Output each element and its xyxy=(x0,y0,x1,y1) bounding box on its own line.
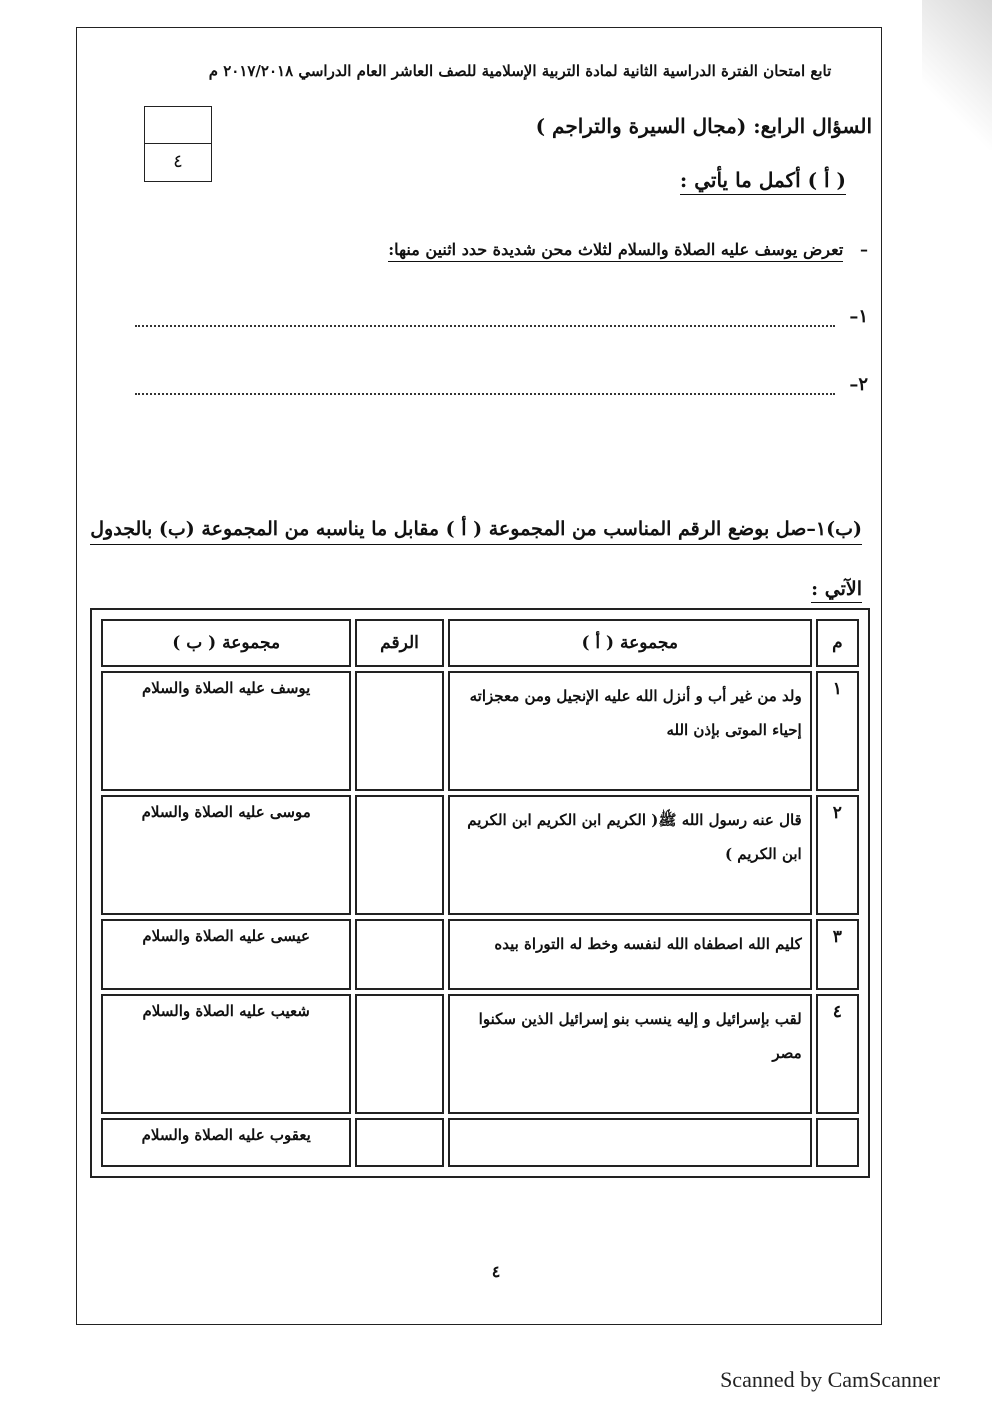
score-box-empty-cell xyxy=(145,107,211,144)
table-row xyxy=(101,671,859,791)
part-a-title: ( أ ) أكمل ما يأتي : xyxy=(680,168,846,195)
group-a-item: لقب بإسرائيل و إليه ينسب بنو إسرائيل الذين سكنوا مصر xyxy=(448,994,812,1114)
exam-header: تابع امتحان الفترة الدراسية الثانية لمادة التربية الإسلامية للصف العاشر العام الدراسي ٢٠١٧/٢٠١٨ م xyxy=(208,62,832,80)
row-number xyxy=(816,1118,859,1167)
group-b-item: شعيب عليه الصلاة والسلام xyxy=(101,994,351,1114)
header-group-b: مجموعة ( ب ) xyxy=(101,619,351,667)
answer-number-cell[interactable] xyxy=(355,994,443,1114)
header-m: م xyxy=(816,619,859,667)
group-a-item xyxy=(448,1118,812,1167)
table-row xyxy=(101,994,859,1114)
table-row xyxy=(101,1118,859,1167)
instruction-dash: – xyxy=(860,240,868,259)
answer-number-1: ١– xyxy=(849,306,868,327)
scanner-watermark: Scanned by CamScanner xyxy=(720,1367,940,1392)
matching-table-frame xyxy=(90,608,870,1178)
row-number: ٤ xyxy=(816,994,859,1114)
answer-number-2: ٢– xyxy=(849,374,868,395)
answer-line-2[interactable] xyxy=(135,374,868,395)
part-b-title: (ب)١–صل بوضع الرقم المناسب من المجموعة ( أ ) مقابل ما يناسبه من المجموعة (ب) بالجدول xyxy=(90,518,862,545)
matching-table xyxy=(97,615,863,1171)
score-box xyxy=(144,106,212,182)
group-a-item: كليم الله اصطفاه الله لنفسه وخط له التوراة بيده xyxy=(448,919,812,990)
group-b-item: موسى عليه الصلاة والسلام xyxy=(101,795,351,915)
answer-dotted-line-1[interactable] xyxy=(135,311,835,327)
answer-number-cell[interactable] xyxy=(355,1118,443,1167)
table-row xyxy=(101,919,859,990)
page-corner-shadow xyxy=(922,0,992,150)
row-number: ١ xyxy=(816,671,859,791)
header-number: الرقم xyxy=(355,619,443,667)
group-b-item: عيسى عليه الصلاة والسلام xyxy=(101,919,351,990)
answer-line-1[interactable] xyxy=(135,306,868,327)
part-b-title-continued: الآتي : xyxy=(811,578,862,603)
page-number: ٤ xyxy=(491,1262,501,1281)
answer-dotted-line-2[interactable] xyxy=(135,379,835,395)
answer-number-cell[interactable] xyxy=(355,919,443,990)
table-header-row xyxy=(101,619,859,667)
header-group-a: مجموعة ( أ ) xyxy=(448,619,812,667)
row-number: ٢ xyxy=(816,795,859,915)
row-number: ٣ xyxy=(816,919,859,990)
part-a-instruction xyxy=(388,240,868,259)
instruction-text: تعرض يوسف عليه الصلاة والسلام لثلاث محن شديدة حدد اثنين منها: xyxy=(388,240,843,262)
group-a-item: ولد من غير أب و أنزل الله عليه الإنجيل ومن معجزاته إحياء الموتى بإذن الله xyxy=(448,671,812,791)
group-b-item: يوسف عليه الصلاة والسلام xyxy=(101,671,351,791)
group-b-item: يعقوب عليه الصلاة والسلام xyxy=(101,1118,351,1167)
group-a-item: قال عنه رسول الله ﷺ( الكريم ابن الكريم ابن الكريم ابن الكريم ) xyxy=(448,795,812,915)
answer-number-cell[interactable] xyxy=(355,795,443,915)
table-row xyxy=(101,795,859,915)
score-box-value: ٤ xyxy=(173,151,183,172)
answer-number-cell[interactable] xyxy=(355,671,443,791)
question-title: السؤال الرابع: (مجال السيرة والتراجم ) xyxy=(535,114,872,138)
